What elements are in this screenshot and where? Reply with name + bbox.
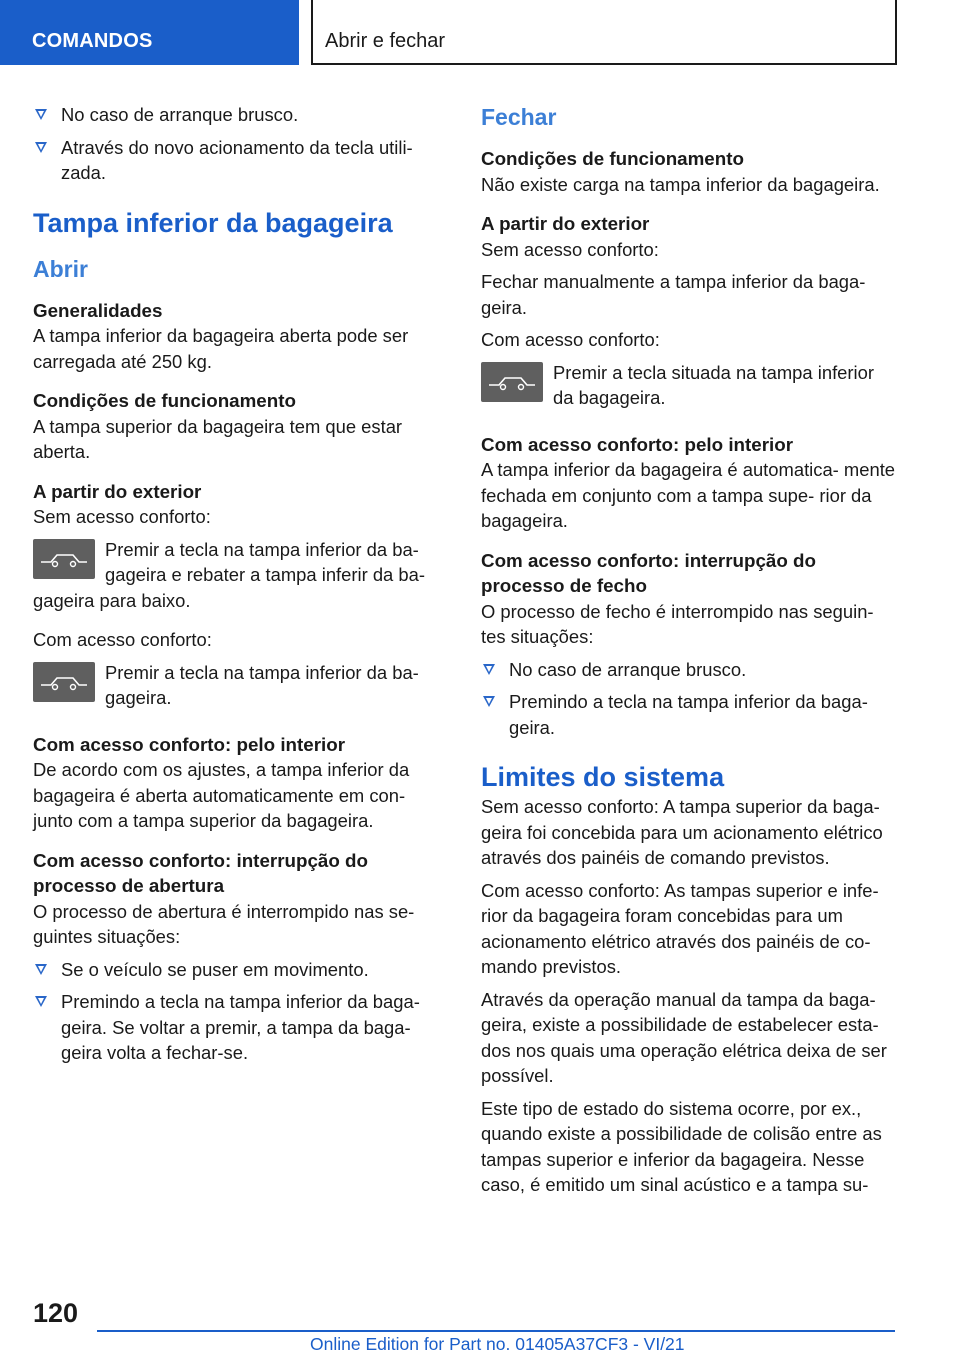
section-title: Limites do sistema <box>481 762 725 792</box>
key-instruction: Premir a tecla na tampa inferior da ba‐ gageira. <box>33 660 441 712</box>
paragraph: Com acesso conforto: As tampas superior e infe‐ rior da bagageira foram concebidas para um acionamento elétrico através dos painéis de co‐ mando previstos. <box>481 879 879 977</box>
heading-exterior: A partir do exterior <box>33 480 202 502</box>
subsection-title-fechar: Fechar <box>481 104 557 130</box>
paragraph: Sem acesso conforto: <box>33 506 211 527</box>
paragraph: Fechar manualmente a tampa inferior da baga‐ geira. <box>481 271 866 318</box>
list-item: Premindo a tecla na tampa inferior da baga‐ geira. <box>481 689 897 740</box>
car-tailgate-key-icon <box>33 662 95 702</box>
list-item: No caso de arranque brusco. <box>481 657 897 683</box>
header-topic-label: Abrir e fechar <box>325 30 446 52</box>
heading-exterior: A partir do exterior <box>481 213 650 234</box>
paragraph: A tampa superior da bagageira tem que estar aberta. <box>33 415 403 462</box>
section-title: Tampa inferior da bagageira <box>33 207 393 238</box>
paragraph: Este tipo de estado do sistema ocorre, por ex., quando existe a possibilidade de colisão entre as tampas superior e inferior da bagageira. Nesse caso, é emitido um sinal acústico e a tampa su‐ <box>481 1097 882 1195</box>
list-item: Através do novo acionamento da tecla utili‐ zada. <box>33 135 441 186</box>
paragraph: Através da operação manual da tampa da baga‐ geira, existe a possibilidade de estabelecer esta‐ dos nos quais uma operação elétrica deixa de ser possível. <box>481 988 887 1086</box>
list-item: Se o veículo se puser em movimento. <box>33 957 441 983</box>
heading-interrupcao: Com acesso conforto: interrupção do processo de abertura <box>33 849 368 896</box>
page-number: 120 <box>33 1298 79 1328</box>
paragraph: A tampa inferior da bagageira é automatica‐ mente fechada em conjunto com a tampa supe‐ rior da bagageira. <box>481 459 896 531</box>
paragraph: Sem acesso conforto: <box>481 238 659 260</box>
key-instruction: Premir a tecla na tampa inferior da ba‐ gageira e rebater a tampa inferir da ba‐ gageira para baixo. <box>33 538 425 611</box>
paragraph: Não existe carga na tampa inferior da bagageira. <box>481 173 880 195</box>
heading-interrupcao: Com acesso conforto: interrupção do processo de fecho <box>481 549 816 596</box>
list-item: Premindo a tecla na tampa inferior da baga‐ geira. Se voltar a premir, a tampa da baga‐ geira volta a fechar-se. <box>33 989 441 1066</box>
heading-interior: Com acesso conforto: pelo interior <box>33 733 346 755</box>
heading-interior: Com acesso conforto: pelo interior <box>481 433 794 455</box>
paragraph: De acordo com os ajustes, a tampa inferior da bagageira é aberta automaticamente em con‐ junto com a tampa superior da bagageira. <box>33 759 410 831</box>
triangle-bullet-icon <box>35 996 47 1007</box>
key-instruction: Premir a tecla situada na tampa inferior da bagageira. <box>481 360 897 412</box>
heading-generalidades: Generalidades <box>33 299 163 321</box>
header-section-label: COMANDOS <box>32 30 153 52</box>
triangle-bullet-icon <box>35 964 47 975</box>
right-column <box>481 102 897 1198</box>
triangle-bullet-icon <box>35 142 47 153</box>
car-tailgate-key-icon <box>481 362 543 402</box>
paragraph: Com acesso conforto: <box>481 329 660 350</box>
triangle-bullet-icon <box>483 696 495 707</box>
heading-condicoes: Condições de funcionamento <box>481 148 744 169</box>
triangle-bullet-icon <box>35 109 47 120</box>
list-item: No caso de arranque brusco. <box>33 102 441 128</box>
paragraph: O processo de abertura é interrompido nas se‐ guintes situações: <box>33 900 415 947</box>
triangle-bullet-icon <box>483 664 495 675</box>
paragraph: O processo de fecho é interrompido nas seguin‐ tes situações: <box>481 600 874 647</box>
subsection-title-abrir: Abrir <box>33 255 88 282</box>
paragraph: Sem acesso conforto: A tampa superior da baga‐ geira foi concebida para um acionamento elétrico através dos painéis de comando previstos. <box>481 796 883 868</box>
footer-rule <box>97 1330 895 1332</box>
car-tailgate-key-icon <box>33 539 95 579</box>
heading-condicoes: Condições de funcionamento <box>33 390 296 411</box>
paragraph: Com acesso conforto: <box>33 629 212 650</box>
left-column <box>33 102 441 1066</box>
paragraph: A tampa inferior da bagageira aberta pode ser carregada até 250 kg. <box>33 325 409 372</box>
footer-edition: Online Edition for Part no. 01405A37CF3 - VI/21 <box>310 1334 685 1354</box>
